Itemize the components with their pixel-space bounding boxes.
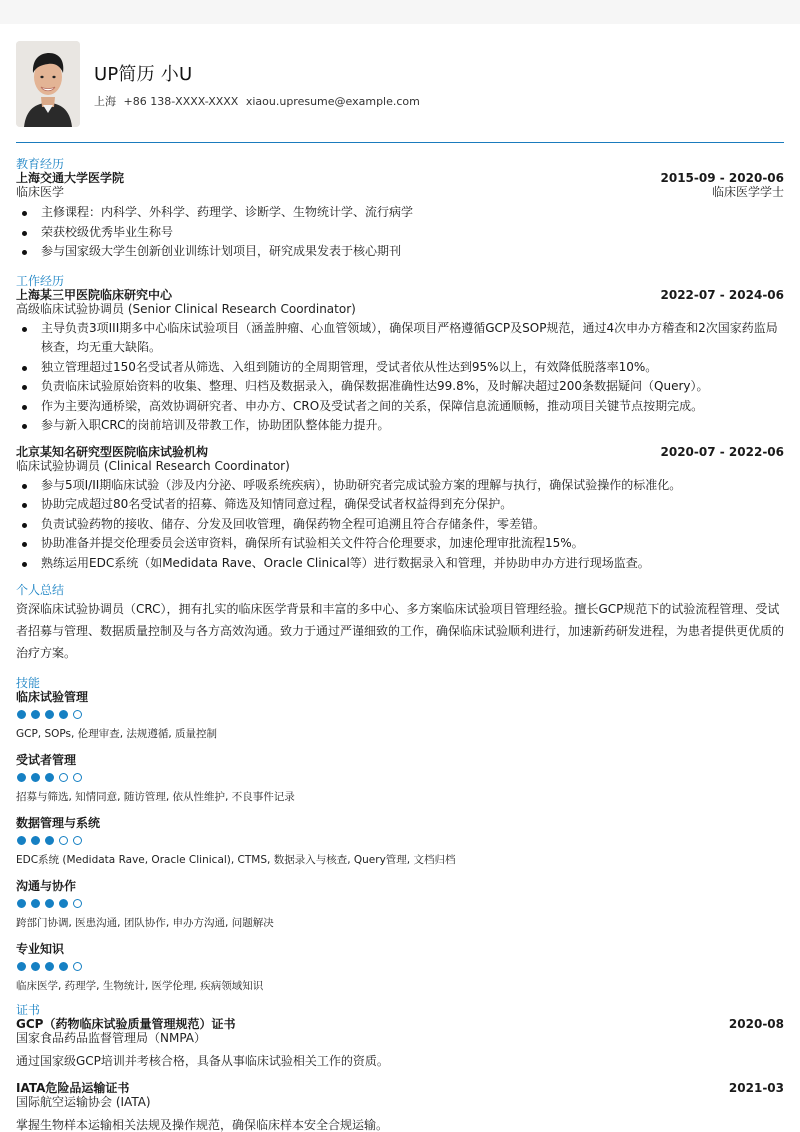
skills-section: [16, 676, 784, 993]
certificate-issuer: 国际航空运输协会 (IATA): [16, 1095, 151, 1109]
skill-dot-filled: [45, 836, 54, 845]
skill-desc: 招募与筛选, 知情同意, 随访管理, 依从性维护, 不良事件记录: [16, 791, 295, 803]
list-item: 参与新入职CRC的岗前培训及带教工作，协助团队整体能力提升。: [16, 416, 784, 436]
skill-dot-filled: [31, 710, 40, 719]
skill-desc: 临床医学, 药理学, 生物统计, 医学伦理, 疾病领域知识: [16, 980, 264, 992]
job-bullets: [16, 476, 784, 574]
certificate-entry: [16, 1081, 784, 1132]
list-item: 独立管理超过150名受试者从筛选、入组到随访的全周期管理，受试者依从性达到95%以上，有效降低脱落率10%。: [16, 358, 784, 378]
certificate-issuer: 国家食品药品监督管理局（NMPA）: [16, 1031, 207, 1045]
contact-email[interactable]: xiaou.upresume@example.com: [245, 95, 420, 108]
skill-level-dots: [17, 962, 784, 972]
skill-dot-filled: [31, 773, 40, 782]
job-bullets: [16, 319, 784, 436]
skill-desc: 跨部门协调, 医患沟通, 团队协作, 申办方沟通, 问题解决: [16, 917, 274, 929]
skill-dot-filled: [45, 962, 54, 971]
list-item: 主修课程：内科学、外科学、药理学、诊断学、生物统计学、流行病学: [16, 203, 784, 223]
education-entry: [16, 171, 784, 262]
certificates-title: 证书: [16, 1003, 41, 1017]
skill-dot-empty: [73, 899, 82, 908]
list-item: 荣获校级优秀毕业生称号: [16, 223, 784, 243]
skill-dot-filled: [17, 773, 26, 782]
skill-name: 临床试验管理: [16, 690, 89, 704]
skill-name: 专业知识: [16, 942, 65, 956]
skill-dot-empty: [73, 710, 82, 719]
certificate-name: GCP（药物临床试验质量管理规范）证书: [16, 1017, 236, 1031]
header-divider: [16, 142, 784, 143]
skill-dot-filled: [31, 962, 40, 971]
skill-level-dots: [17, 773, 784, 783]
job-org: 北京某知名研究型医院临床试验机构: [16, 444, 209, 459]
skill-dot-filled: [59, 899, 68, 908]
avatar: [16, 41, 80, 127]
skill-item: [16, 753, 784, 804]
certificate-entry: [16, 1017, 784, 1068]
job-org: 上海某三甲医院临床研究中心: [16, 287, 173, 302]
list-item: 协助完成超过80名受试者的招募、筛选及知情同意过程，确保受试者权益得到充分保护。: [16, 495, 784, 515]
education-bullets: [16, 203, 784, 262]
list-item: 参与5项I/II期临床试验（涉及内分泌、呼吸系统疾病），协助研究者完成试验方案的理解与执行，确保试验操作的标准化。: [16, 476, 784, 496]
job-role: 高级临床试验协调员 (Senior Clinical Research Coordinator): [16, 301, 356, 316]
skill-desc: EDC系统 (Medidata Rave, Oracle Clinical), CTMS, 数据录入与核查, Query管理, 文档归档: [16, 854, 456, 866]
skill-name: 沟通与协作: [16, 879, 77, 893]
candidate-name: UP简历 小U: [94, 64, 193, 85]
summary-section: [16, 583, 784, 664]
certificate-date: 2020-08: [728, 1017, 784, 1031]
skill-item: [16, 690, 784, 741]
skill-desc: GCP, SOPs, 伦理审查, 法规遵循, 质量控制: [16, 728, 218, 740]
skill-item: [16, 879, 784, 930]
resume-page: [16, 40, 784, 1132]
certificate-desc: 通过国家级GCP培训并考核合格，具备从事临床试验相关工作的资质。: [16, 1054, 389, 1068]
education-date: 2015-09 - 2020-06: [660, 171, 784, 185]
job-entry: [16, 445, 784, 574]
list-item: 负责临床试验原始资料的收集、整理、归档及数据录入，确保数据准确性达99.8%，及时解决超过200条数据疑问（Query）。: [16, 377, 784, 397]
job-date: 2022-07 - 2024-06: [660, 287, 784, 302]
certificate-desc: 掌握生物样本运输相关法规及操作规范，确保临床样本安全合规运输。: [16, 1118, 389, 1132]
summary-title: 个人总结: [16, 583, 65, 597]
skill-dot-filled: [59, 962, 68, 971]
job-role: 临床试验协调员 (Clinical Research Coordinator): [16, 458, 290, 473]
skill-name: 数据管理与系统: [16, 816, 101, 830]
list-item: 参与国家级大学生创新创业训练计划项目，研究成果发表于核心期刊: [16, 242, 784, 262]
contact-line: [94, 93, 424, 109]
skill-dot-empty: [73, 962, 82, 971]
education-degree: 临床医学学士: [711, 185, 784, 199]
skill-dot-filled: [59, 710, 68, 719]
list-item: 主导负责3项III期多中心临床试验项目（涵盖肿瘤、心血管领域），确保项目严格遵循GCP及SOP规范，通过4次申办方稽查和2次国家药监局核查，均无重大缺陷。: [16, 319, 784, 358]
skill-level-dots: [17, 710, 784, 720]
resume-header: [16, 40, 784, 128]
contact-city: 上海: [94, 95, 116, 108]
skill-dot-filled: [17, 899, 26, 908]
certificates-section: [16, 1003, 784, 1132]
skill-item: [16, 816, 784, 867]
education-section: [16, 157, 784, 262]
skill-dot-empty: [73, 773, 82, 782]
contact-phone[interactable]: +86 138-XXXX-XXXX: [123, 95, 239, 108]
skills-title: 技能: [16, 676, 41, 690]
list-item: 负责试验药物的接收、储存、分发及回收管理，确保药物全程可追溯且符合存储条件，零差错。: [16, 515, 784, 535]
avatar-photo: [16, 41, 80, 127]
list-item: 熟练运用EDC系统（如Medidata Rave、Oracle Clinical等）进行数据录入和管理，并协助申办方进行现场监查。: [16, 554, 784, 574]
skill-level-dots: [17, 836, 784, 846]
skill-dot-filled: [31, 899, 40, 908]
skill-dot-filled: [17, 962, 26, 971]
skill-dot-filled: [17, 710, 26, 719]
skills-list: [16, 690, 784, 993]
skill-dot-filled: [45, 710, 54, 719]
skill-name: 受试者管理: [16, 753, 77, 767]
list-item: 协助准备并提交伦理委员会送审资料，确保所有试验相关文件符合伦理要求，加速伦理审批流程15%。: [16, 534, 784, 554]
skill-level-dots: [17, 899, 784, 909]
school-name: 上海交通大学医学院: [16, 171, 125, 185]
skill-dot-empty: [59, 836, 68, 845]
summary-text: 资深临床试验协调员（CRC），拥有扎实的临床医学背景和丰富的多中心、多方案临床试验项目管理经验。擅长GCP规范下的试验流程管理、受试者招募与管理、数据质量控制及与各方高效沟通。致力于通过严谨细致的工作，确保临床试验顺利进行，加速新药研发进程，为患者提供更优质的治疗方案。: [16, 602, 785, 660]
list-item: 作为主要沟通桥梁，高效协调研究者、申办方、CRO及受试者之间的关系，保障信息流通顺畅，推动项目关键节点按期完成。: [16, 397, 784, 417]
work-title: 工作经历: [16, 273, 65, 288]
certificate-date: 2021-03: [728, 1081, 784, 1095]
skill-dot-empty: [73, 836, 82, 845]
skill-dot-filled: [45, 773, 54, 782]
job-entry: [16, 288, 784, 436]
skill-dot-filled: [45, 899, 54, 908]
job-date: 2020-07 - 2022-06: [660, 444, 784, 459]
certificate-name: IATA危险品运输证书: [16, 1081, 130, 1095]
education-title: 教育经历: [16, 157, 65, 171]
skill-dot-filled: [17, 836, 26, 845]
top-bar: [0, 0, 800, 24]
education-major: 临床医学: [16, 185, 65, 199]
work-section: [16, 274, 784, 574]
skill-item: [16, 942, 784, 993]
skill-dot-filled: [31, 836, 40, 845]
skill-dot-empty: [59, 773, 68, 782]
